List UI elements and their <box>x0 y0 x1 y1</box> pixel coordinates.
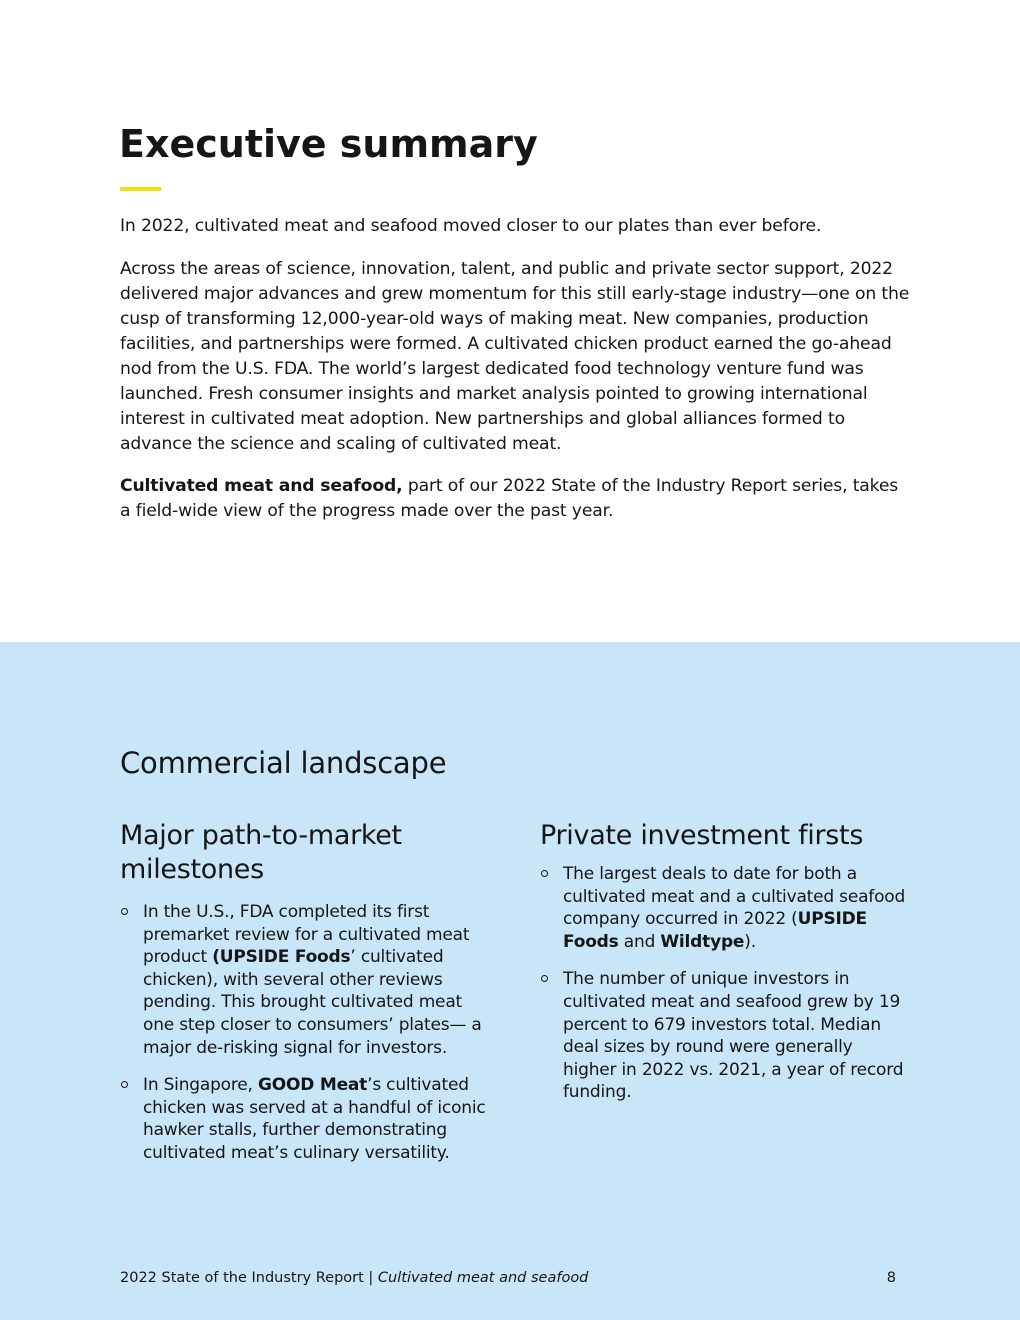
list-item: In Singapore, GOOD Meat’s cultivated chicken was served at a handful of iconic hawker stalls, further demonstrating cultivated meat’s culinary versatility. <box>120 1074 490 1164</box>
list-item: The largest deals to date for both a cultivated meat and a cultivated seafood company occurred in 2022 (UPSIDE Foods and Wildtype). <box>540 863 910 953</box>
footer-report-subtitle: Cultivated meat and seafood <box>377 1270 589 1286</box>
investment-heading: Private investment firsts <box>540 820 864 851</box>
investment-list <box>540 863 910 1104</box>
title-accent-bar <box>120 187 161 191</box>
intro-paragraph: In 2022, cultivated meat and seafood moved closer to our plates than ever before. <box>120 216 822 236</box>
circle-bullet-icon <box>541 975 548 982</box>
list-item: The number of unique investors in cultivated meat and seafood grew by 19 percent to 679 investors total. Median deal sizes by round were generally higher in 2022 vs. 2021, a year of record funding. <box>540 968 910 1104</box>
section-title: Commercial landscape <box>120 746 447 780</box>
investment-column <box>540 819 910 1119</box>
closing-text: part of our 2022 State of the Industry Report series, takes a field-wide view of the progress made over the past year. <box>120 476 899 521</box>
circle-bullet-icon <box>121 1081 128 1088</box>
closing-paragraph <box>120 474 910 524</box>
list-item: In the U.S., FDA completed its first premarket review for a cultivated meat product (UPSIDE Foods’ cultivated chicken), with several other reviews pending. This brought cultivated meat one step closer to consumers’ plates— a major de-risking signal for investors. <box>120 901 490 1059</box>
circle-bullet-icon <box>541 870 548 877</box>
executive-summary-section <box>0 0 1020 642</box>
milestones-heading: Major path-to-market milestones <box>120 820 402 885</box>
closing-bold-lead: Cultivated meat and seafood, <box>120 476 403 496</box>
page-number: 8 <box>886 1270 896 1286</box>
page-footer <box>120 1268 896 1288</box>
page-title: Executive summary <box>119 122 538 166</box>
body-paragraph: Across the areas of science, innovation, talent, and public and private sector support, 2022 delivered major advances and grew momentum for this still early-stage industry—one on the cusp of transforming 12,000-year-old ways of making meat. New companies, production facilities, and partnerships were formed. A cultivated chicken product earned the go-ahead nod from the U.S. FDA. The world’s largest dedicated food technology venture fund was launched. Fresh consumer insights and market analysis pointed to growing international interest in cultivated meat adoption. New partnerships and global alliances formed to advance the science and scaling of cultivated meat. <box>120 259 910 454</box>
milestones-column <box>120 819 490 1180</box>
circle-bullet-icon <box>121 908 128 915</box>
milestones-list <box>120 901 490 1165</box>
footer-report-title: 2022 State of the Industry Report | <box>120 1270 378 1286</box>
